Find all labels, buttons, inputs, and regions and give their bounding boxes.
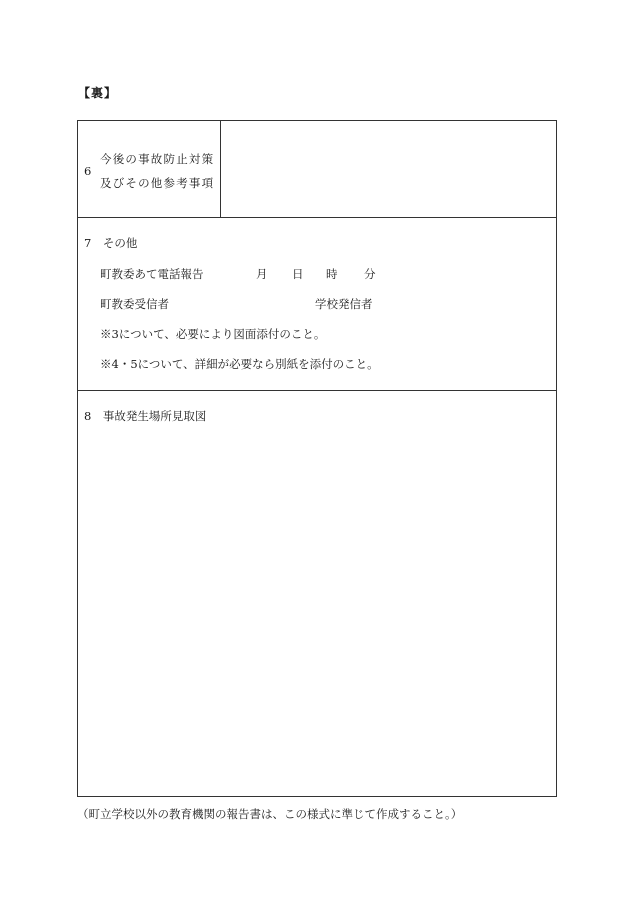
phone-report-hour: 時 xyxy=(326,267,338,281)
note-item-3: ※3について、必要により図面添付のこと。 xyxy=(100,327,326,341)
section-7-heading: 7 その他 xyxy=(84,236,138,250)
section-6-row xyxy=(78,121,556,218)
section-6-label-line2: 及びその他参考事項 xyxy=(100,176,215,190)
report-form xyxy=(77,120,557,797)
section-6-label-cell xyxy=(78,121,221,217)
phone-report-day: 日 xyxy=(292,267,304,281)
section-8-row xyxy=(78,391,556,796)
board-receiver-label: 町教委受信者 xyxy=(100,297,169,311)
school-sender-label: 学校発信者 xyxy=(315,297,373,311)
section-6-label-line1: 今後の事故防止対策 xyxy=(100,152,215,166)
section-6-value-cell[interactable] xyxy=(221,121,556,217)
note-item-4-5: ※4・5について、詳細が必要なら別紙を添付のこと。 xyxy=(100,357,379,371)
section-8-heading: 8 事故発生場所見取図 xyxy=(84,409,207,423)
phone-report-label: 町教委あて電話報告 xyxy=(100,267,204,281)
section-7-row xyxy=(78,218,556,391)
footnote: （町立学校以外の教育機関の報告書は、この様式に準じて作成すること。） xyxy=(77,807,463,821)
section-6-number: 6 xyxy=(84,164,92,178)
side-label: 【裏】 xyxy=(78,86,118,100)
phone-report-month: 月 xyxy=(256,267,268,281)
phone-report-minute: 分 xyxy=(364,267,376,281)
